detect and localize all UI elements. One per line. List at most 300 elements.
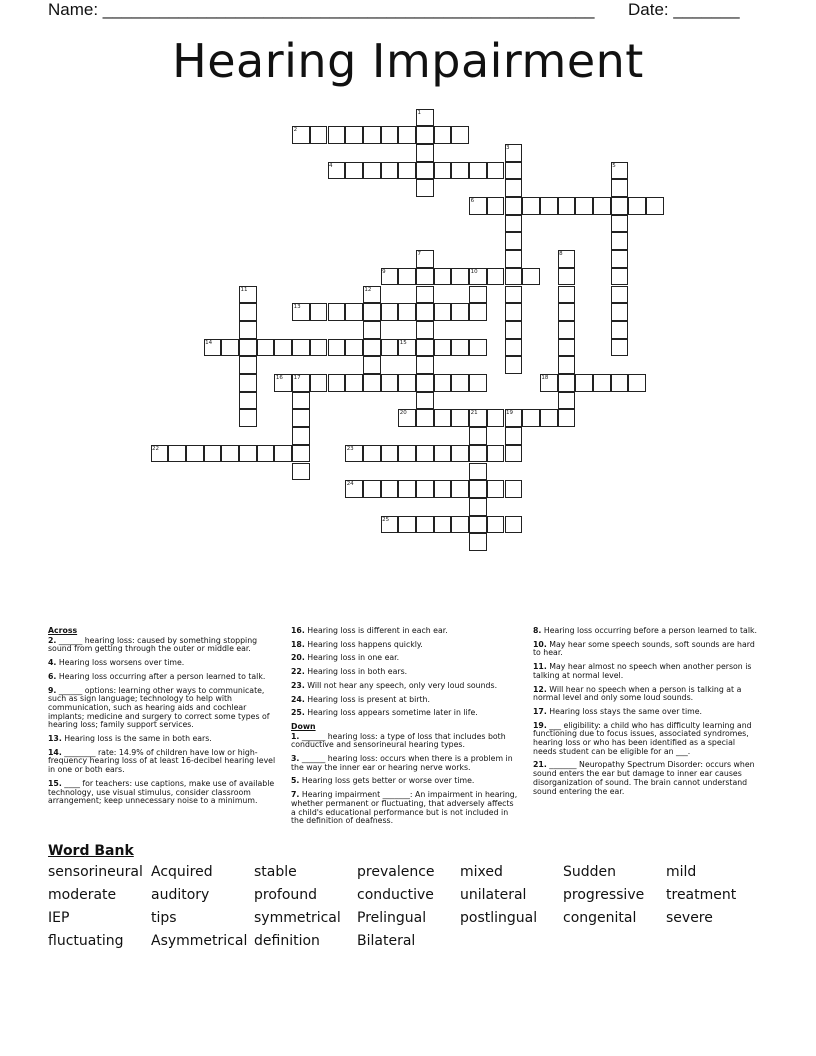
crossword-cell[interactable] xyxy=(611,268,629,286)
crossword-cell[interactable] xyxy=(505,427,523,445)
down-clue xyxy=(533,722,761,757)
crossword-cell[interactable] xyxy=(416,250,434,268)
clue-text: ___ eligibility: a child who has difficulty learning and functioning due to focus issues, associated syndromes, hearing loss or who has been identified as a special needs student can be eligible for an ___. xyxy=(533,720,752,756)
clue-text: Hearing loss occurring before a person learned to talk. xyxy=(541,626,757,635)
word-bank-word: treatment xyxy=(666,887,737,903)
clue-number: 3. xyxy=(291,754,300,764)
clue-number: 11. xyxy=(533,662,547,672)
crossword-cell[interactable] xyxy=(416,339,434,357)
clue-number-label: 2 xyxy=(293,127,298,134)
crossword-cell[interactable] xyxy=(363,374,381,392)
word-bank-word: profound xyxy=(254,887,318,903)
crossword-cell[interactable] xyxy=(416,374,434,392)
clue-number-label: 16 xyxy=(275,375,283,381)
crossword-cell[interactable] xyxy=(292,374,310,392)
clue-text: Will not hear any speech, only very loud sounds. xyxy=(304,680,498,690)
down-clue xyxy=(291,733,519,750)
crossword-cell[interactable] xyxy=(416,409,434,427)
clue-text: ________ rate: 14.9% of children have low or high-frequency hearing loss of at least 16-decibel hearing level in one or both ears. xyxy=(48,747,276,775)
crossword-cell[interactable] xyxy=(434,268,452,286)
clue-number: 23. xyxy=(291,680,305,690)
name-field[interactable]: Name: ____________________________________________________ xyxy=(48,0,595,19)
clue-text: ____ for teachers: use captions, make use of available technology, use visual stimulus, consider classroom arrangement; keep unnecessary noise to a minimum. xyxy=(48,778,275,806)
crossword-cell[interactable] xyxy=(469,498,487,516)
crossword-cell[interactable] xyxy=(310,339,328,357)
crossword-cell[interactable] xyxy=(292,303,310,321)
crossword-cell[interactable] xyxy=(398,126,416,144)
crossword-cell[interactable] xyxy=(310,126,328,144)
clue-text: Hearing loss happens quickly. xyxy=(304,639,423,649)
crossword-cell[interactable] xyxy=(505,516,523,534)
crossword-cell[interactable] xyxy=(416,162,434,180)
crossword-cell[interactable] xyxy=(239,339,257,357)
clue-number-label: 9 xyxy=(382,268,386,275)
crossword-cell[interactable] xyxy=(416,392,434,410)
crossword-cell[interactable] xyxy=(522,409,540,427)
crossword-cell[interactable] xyxy=(416,126,434,144)
word-bank-word: prevalence xyxy=(357,864,435,880)
crossword-cell[interactable] xyxy=(416,109,434,127)
across-clue xyxy=(291,641,519,650)
across-clue xyxy=(291,668,519,677)
crossword-cell[interactable] xyxy=(381,374,399,392)
crossword-cell[interactable] xyxy=(416,303,434,321)
crossword-cell[interactable] xyxy=(239,392,257,410)
clue-number-label: 5 xyxy=(612,162,616,169)
clue-number: 15. xyxy=(48,778,62,788)
crossword-cell[interactable] xyxy=(434,162,452,180)
crossword-cell[interactable] xyxy=(469,197,487,215)
crossword-cell[interactable] xyxy=(398,374,416,392)
crossword-cell[interactable] xyxy=(505,215,523,233)
down-clue xyxy=(291,791,519,826)
crossword-cell[interactable] xyxy=(381,445,399,463)
crossword-cell[interactable] xyxy=(558,392,576,410)
crossword-cell[interactable] xyxy=(505,144,523,162)
clue-number-label: 19 xyxy=(506,410,513,417)
crossword-cell[interactable] xyxy=(398,409,416,427)
crossword-cell[interactable] xyxy=(292,463,310,481)
crossword-cell[interactable] xyxy=(204,339,222,357)
crossword-cell[interactable] xyxy=(611,162,629,180)
crossword-cell[interactable] xyxy=(522,268,540,286)
crossword-cell[interactable] xyxy=(398,303,416,321)
crossword-cell[interactable] xyxy=(363,356,381,374)
across-clue xyxy=(291,654,519,663)
word-bank-word: mild xyxy=(666,864,697,880)
crossword-cell[interactable] xyxy=(451,409,469,427)
crossword-cell[interactable] xyxy=(363,321,381,339)
clue-text: Hearing loss worsens over time. xyxy=(56,658,185,668)
crossword-cell[interactable] xyxy=(434,445,452,463)
clue-text: Hearing loss is the same in both ears. xyxy=(61,734,212,744)
crossword-cell[interactable] xyxy=(345,445,363,463)
down-clue xyxy=(533,761,761,796)
word-bank-word: sensorineural xyxy=(48,864,143,880)
across-clue xyxy=(48,687,276,731)
crossword-cell[interactable] xyxy=(469,516,487,534)
across-clue xyxy=(291,682,519,691)
crossword-cell[interactable] xyxy=(416,268,434,286)
clue-text: Hearing impairment _______: An impairment in hearing, whether permanent or fluctuating, that adversely affects a child's educational performance but is not included in the definition of deafness. xyxy=(291,790,518,826)
crossword-cell[interactable] xyxy=(328,126,346,144)
crossword-cell[interactable] xyxy=(451,516,469,534)
clue-number-label: 22 xyxy=(152,445,159,452)
clue-number: 12. xyxy=(533,684,547,694)
crossword-cell[interactable] xyxy=(257,445,275,463)
clue-number-label: 12 xyxy=(364,286,372,293)
clue-number: 16. xyxy=(291,626,305,635)
crossword-cell[interactable] xyxy=(505,232,523,250)
crossword-cell[interactable] xyxy=(611,232,629,250)
crossword-cell[interactable] xyxy=(434,374,452,392)
crossword-cell[interactable] xyxy=(611,374,629,392)
crossword-cell[interactable] xyxy=(575,197,593,215)
clue-number: 19. xyxy=(533,720,547,730)
crossword-cell[interactable] xyxy=(328,339,346,357)
down-clue xyxy=(533,663,761,680)
crossword-cell[interactable] xyxy=(487,162,505,180)
crossword-cell[interactable] xyxy=(416,356,434,374)
crossword-cell[interactable] xyxy=(345,162,363,180)
clue-number: 9. xyxy=(48,685,57,695)
crossword-cell[interactable] xyxy=(505,179,523,197)
clue-number-label: 23 xyxy=(346,445,354,452)
crossword-cell[interactable] xyxy=(593,374,611,392)
clue-number: 25. xyxy=(291,708,305,718)
crossword-cell[interactable] xyxy=(398,516,416,534)
crossword-cell[interactable] xyxy=(611,179,629,197)
clue-number-label: 8 xyxy=(559,251,563,258)
crossword-cell[interactable] xyxy=(505,303,523,321)
crossword-cell[interactable] xyxy=(239,303,257,321)
crossword-cell[interactable] xyxy=(239,286,257,304)
crossword-cell[interactable] xyxy=(398,480,416,498)
crossword-cell[interactable] xyxy=(558,197,576,215)
crossword-cell[interactable] xyxy=(381,480,399,498)
clue-text: Hearing loss in both ears. xyxy=(304,667,408,677)
crossword-cell[interactable] xyxy=(292,409,310,427)
crossword-cell[interactable] xyxy=(239,409,257,427)
crossword-cell[interactable] xyxy=(451,162,469,180)
crossword-cell[interactable] xyxy=(328,303,346,321)
crossword-cell[interactable] xyxy=(469,409,487,427)
crossword-cell[interactable] xyxy=(558,374,576,392)
crossword-cell[interactable] xyxy=(505,445,523,463)
crossword-cell[interactable] xyxy=(363,303,381,321)
clue-number: 24. xyxy=(291,694,305,704)
word-bank-word: definition xyxy=(254,933,320,949)
clue-text: Hearing loss is present at birth. xyxy=(304,694,430,704)
crossword-cell[interactable] xyxy=(611,321,629,339)
crossword-cell[interactable] xyxy=(434,409,452,427)
across-clue xyxy=(48,659,276,668)
clue-text: ______ options: learning other ways to communicate, such as sign language; technology to help with communication, such as hearing aids and cochlear implants; medicine and surgery to correct some types of hearing loss; family support services. xyxy=(48,685,270,730)
clue-text: May hear some speech sounds, soft sounds are hard to hear. xyxy=(533,639,755,658)
crossword-cell[interactable] xyxy=(239,321,257,339)
crossword-cell[interactable] xyxy=(416,144,434,162)
crossword-cell[interactable] xyxy=(381,268,399,286)
word-bank-word: conductive xyxy=(357,887,434,903)
crossword-cell[interactable] xyxy=(487,516,505,534)
crossword-cell[interactable] xyxy=(487,480,505,498)
crossword-cell[interactable] xyxy=(239,356,257,374)
crossword-cell[interactable] xyxy=(451,126,469,144)
clue-number: 1. xyxy=(291,731,300,741)
clue-number-label: 20 xyxy=(399,410,407,417)
crossword-cell[interactable] xyxy=(487,409,505,427)
crossword-cell[interactable] xyxy=(558,321,576,339)
clue-number-label: 18 xyxy=(541,375,549,381)
crossword-cell[interactable] xyxy=(168,445,186,463)
crossword-cell[interactable] xyxy=(451,445,469,463)
crossword-cell[interactable] xyxy=(292,392,310,410)
word-bank-word: postlingual xyxy=(460,910,538,926)
crossword-cell[interactable] xyxy=(540,197,558,215)
crossword-cell[interactable] xyxy=(469,374,487,392)
crossword-cell[interactable] xyxy=(522,197,540,215)
crossword-cell[interactable] xyxy=(558,409,576,427)
clue-text: Hearing loss in one ear. xyxy=(304,653,400,663)
crossword-cell[interactable] xyxy=(611,339,629,357)
crossword-cell[interactable] xyxy=(434,516,452,534)
crossword-cell[interactable] xyxy=(221,339,239,357)
crossword-cell[interactable] xyxy=(345,374,363,392)
crossword-cell[interactable] xyxy=(292,445,310,463)
crossword-cell[interactable] xyxy=(628,374,646,392)
clue-number-label: 6 xyxy=(470,198,475,204)
crossword-cell[interactable] xyxy=(646,197,664,215)
clue-text: Hearing loss appears sometime later in life. xyxy=(304,708,478,718)
word-bank-word: stable xyxy=(254,864,297,880)
crossword-cell[interactable] xyxy=(505,250,523,268)
crossword-cell[interactable] xyxy=(274,445,292,463)
crossword-cell[interactable] xyxy=(505,162,523,180)
crossword-cell[interactable] xyxy=(416,516,434,534)
word-bank-word: Sudden xyxy=(563,864,617,880)
crossword-cell[interactable] xyxy=(558,339,576,357)
crossword-cell[interactable] xyxy=(363,339,381,357)
crossword-cell[interactable] xyxy=(628,197,646,215)
word-bank-word: IEP xyxy=(48,910,70,926)
crossword-cell[interactable] xyxy=(416,286,434,304)
crossword-cell[interactable] xyxy=(398,339,416,357)
crossword-cell[interactable] xyxy=(469,463,487,481)
down-clue xyxy=(291,755,519,772)
crossword-cell[interactable] xyxy=(363,480,381,498)
across-clue xyxy=(48,673,276,682)
crossword-cell[interactable] xyxy=(274,339,292,357)
word-bank-word: mixed xyxy=(460,864,503,880)
clue-number-label: 15 xyxy=(399,339,407,346)
crossword-cell[interactable] xyxy=(381,339,399,357)
crossword-cell[interactable] xyxy=(505,409,523,427)
word-bank xyxy=(48,843,768,951)
crossword-cell[interactable] xyxy=(416,445,434,463)
down-clue xyxy=(533,686,761,703)
word-bank-word: Acquired xyxy=(151,864,213,880)
crossword-cell[interactable] xyxy=(345,339,363,357)
crossword-cell[interactable] xyxy=(363,162,381,180)
crossword-cell[interactable] xyxy=(469,533,487,551)
crossword-cell[interactable] xyxy=(345,303,363,321)
crossword-cell[interactable] xyxy=(469,445,487,463)
crossword-cell[interactable] xyxy=(469,268,487,286)
crossword-cell[interactable] xyxy=(274,374,292,392)
word-bank-word: Asymmetrical xyxy=(151,933,248,949)
clue-text: ______ hearing loss: a type of loss that includes both conductive and sensorineural hearing types. xyxy=(291,731,506,750)
word-bank-word: Prelingual xyxy=(357,910,427,926)
across-clue xyxy=(291,696,519,705)
crossword-cell[interactable] xyxy=(345,480,363,498)
clues-column-3 xyxy=(533,627,761,801)
crossword-cell[interactable] xyxy=(469,286,487,304)
crossword-cell[interactable] xyxy=(416,179,434,197)
crossword-cell[interactable] xyxy=(204,445,222,463)
crossword-cell[interactable] xyxy=(292,339,310,357)
crossword-cell[interactable] xyxy=(558,286,576,304)
crossword-cell[interactable] xyxy=(469,162,487,180)
crossword-cell[interactable] xyxy=(487,445,505,463)
crossword-cell[interactable] xyxy=(611,197,629,215)
crossword-cell[interactable] xyxy=(292,427,310,445)
crossword-cell[interactable] xyxy=(575,374,593,392)
crossword-cell[interactable] xyxy=(381,162,399,180)
word-bank-word: tips xyxy=(151,910,177,926)
clue-number-label: 21 xyxy=(470,410,478,417)
crossword-cell[interactable] xyxy=(416,321,434,339)
crossword-cell[interactable] xyxy=(487,197,505,215)
crossword-cell[interactable] xyxy=(434,339,452,357)
crossword-cell[interactable] xyxy=(257,339,275,357)
crossword-cell[interactable] xyxy=(505,480,523,498)
clue-number: 17. xyxy=(533,706,547,716)
down-clue xyxy=(533,627,761,636)
crossword-cell[interactable] xyxy=(505,339,523,357)
across-clue xyxy=(48,749,276,775)
word-bank-list xyxy=(48,863,768,951)
clue-number: 7. xyxy=(291,790,300,800)
crossword-cell[interactable] xyxy=(310,374,328,392)
crossword-cell[interactable] xyxy=(363,126,381,144)
crossword-cell[interactable] xyxy=(505,321,523,339)
clue-text: ______ hearing loss: caused by something stopping sound from getting through the outer or middle ear. xyxy=(48,635,258,654)
clue-text: _______ Neuropathy Spectrum Disorder: occurs when sound enters the ear but damage to inner ear causes disorganization of sound. The brain cannot understand sound entering the ear. xyxy=(533,760,755,796)
word-bank-word: moderate xyxy=(48,887,117,903)
crossword-cell[interactable] xyxy=(505,268,523,286)
crossword-cell[interactable] xyxy=(345,126,363,144)
word-bank-word: Bilateral xyxy=(357,933,416,949)
down-clue xyxy=(291,777,519,786)
clue-number-label: 25 xyxy=(382,516,390,523)
word-bank-word: symmetrical xyxy=(254,910,341,926)
crossword-cell[interactable] xyxy=(328,374,346,392)
crossword-cell[interactable] xyxy=(398,268,416,286)
clue-number-label: 4 xyxy=(329,162,333,169)
clue-number-label: 3 xyxy=(506,144,510,151)
across-clue xyxy=(48,735,276,744)
crossword-cell[interactable] xyxy=(363,286,381,304)
crossword-cell[interactable] xyxy=(558,356,576,374)
crossword-cell[interactable] xyxy=(469,480,487,498)
crossword-cell[interactable] xyxy=(292,126,310,144)
crossword-cell[interactable] xyxy=(186,445,204,463)
clue-number: 6. xyxy=(48,671,57,681)
clue-number-label: 24 xyxy=(346,481,354,488)
crossword-cell[interactable] xyxy=(381,303,399,321)
crossword-cell[interactable] xyxy=(363,445,381,463)
crossword-cell[interactable] xyxy=(151,445,169,463)
crossword-cell[interactable] xyxy=(398,445,416,463)
crossword-cell[interactable] xyxy=(505,286,523,304)
crossword-cell[interactable] xyxy=(540,409,558,427)
crossword-cell[interactable] xyxy=(451,268,469,286)
clues-column-2 xyxy=(291,627,519,831)
clue-number-label: 14 xyxy=(205,339,213,346)
crossword-cell[interactable] xyxy=(611,303,629,321)
crossword-cell[interactable] xyxy=(593,197,611,215)
clue-number: 8. xyxy=(533,626,542,635)
crossword-cell[interactable] xyxy=(416,480,434,498)
across-clue xyxy=(291,627,519,636)
crossword-cell[interactable] xyxy=(398,162,416,180)
crossword-cell[interactable] xyxy=(469,427,487,445)
crossword-cell[interactable] xyxy=(487,268,505,286)
crossword-cell[interactable] xyxy=(434,480,452,498)
clue-text: Hearing loss stays the same over time. xyxy=(546,706,703,716)
clue-number: 14. xyxy=(48,747,62,757)
crossword-cell[interactable] xyxy=(451,374,469,392)
crossword-cell[interactable] xyxy=(381,516,399,534)
crossword-cell[interactable] xyxy=(451,303,469,321)
crossword-cell[interactable] xyxy=(434,126,452,144)
crossword-cell[interactable] xyxy=(611,250,629,268)
word-bank-word: auditory xyxy=(151,887,210,903)
crossword-cell[interactable] xyxy=(451,339,469,357)
word-bank-word: fluctuating xyxy=(48,933,124,949)
crossword-cell[interactable] xyxy=(505,356,523,374)
crossword-cell[interactable] xyxy=(221,445,239,463)
crossword-cell[interactable] xyxy=(434,303,452,321)
crossword-cell[interactable] xyxy=(558,250,576,268)
crossword-cell[interactable] xyxy=(540,374,558,392)
crossword-cell[interactable] xyxy=(381,126,399,144)
clue-number: 10. xyxy=(533,639,547,649)
clue-number-label: 11 xyxy=(240,286,248,293)
across-clue xyxy=(48,637,276,654)
crossword-cell[interactable] xyxy=(328,162,346,180)
crossword-cell[interactable] xyxy=(558,268,576,286)
crossword-cell[interactable] xyxy=(558,303,576,321)
date-field[interactable]: Date: _______ xyxy=(628,0,740,19)
crossword-cell[interactable] xyxy=(239,445,257,463)
crossword-cell[interactable] xyxy=(239,374,257,392)
crossword-cell[interactable] xyxy=(611,286,629,304)
across-clue xyxy=(48,780,276,806)
crossword-cell[interactable] xyxy=(611,215,629,233)
crossword-cell[interactable] xyxy=(469,339,487,357)
crossword-cell[interactable] xyxy=(310,303,328,321)
crossword-cell[interactable] xyxy=(469,303,487,321)
down-clue xyxy=(533,641,761,658)
crossword-cell[interactable] xyxy=(505,197,523,215)
crossword-cell[interactable] xyxy=(451,480,469,498)
word-bank-title: Word Bank xyxy=(48,843,134,859)
clue-number-label: 10 xyxy=(470,268,478,275)
clue-text: Will hear no speech when a person is talking at a normal level and only some loud sounds. xyxy=(533,684,742,703)
word-bank-word: unilateral xyxy=(460,887,527,903)
across-clue xyxy=(291,709,519,718)
